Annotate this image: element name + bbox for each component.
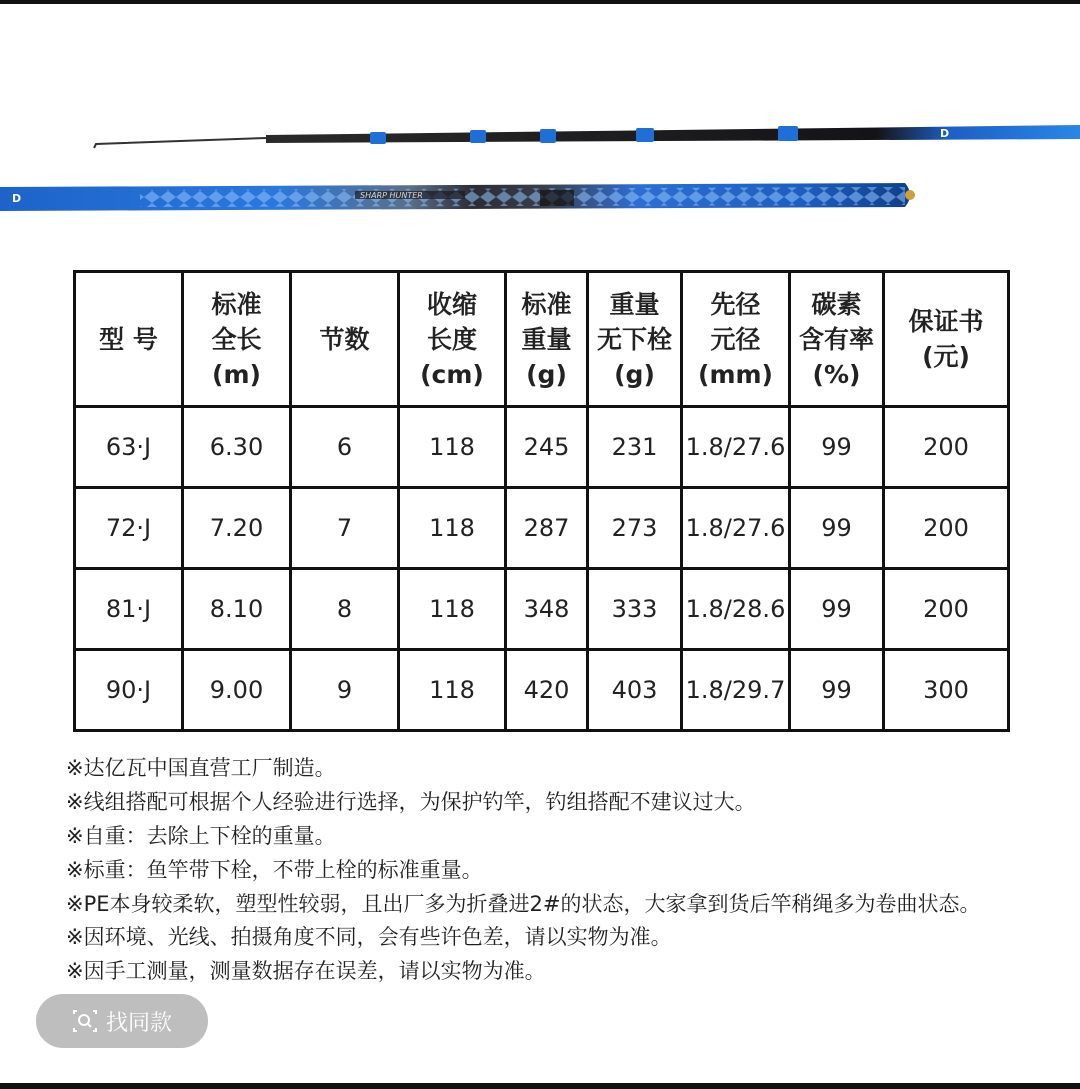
note-item: ※标重：鱼竿带下栓，不带上栓的标准重量。 bbox=[66, 858, 483, 882]
find-similar-button[interactable] bbox=[36, 994, 208, 1048]
cell-carbon: 99 bbox=[790, 407, 884, 488]
spec-table bbox=[73, 270, 1010, 732]
cell-length: 7.20 bbox=[183, 488, 291, 569]
cell-closed-length: 118 bbox=[399, 488, 506, 569]
cell-model: 81·J bbox=[75, 569, 183, 650]
header-carbon: 碳素 含有率 (%) bbox=[790, 272, 884, 407]
cell-sections: 8 bbox=[291, 569, 399, 650]
cell-closed-length: 118 bbox=[399, 650, 506, 731]
cell-warranty: 200 bbox=[884, 488, 1009, 569]
cell-diameter: 1.8/29.7 bbox=[682, 650, 790, 731]
cell-length: 9.00 bbox=[183, 650, 291, 731]
svg-text:SHARP HUNTER: SHARP HUNTER bbox=[360, 191, 423, 200]
bottom-border bbox=[0, 1083, 1080, 1089]
header-weight-no-plug: 重量 无下栓 (g) bbox=[588, 272, 682, 407]
fishing-rod-image bbox=[0, 95, 1080, 225]
header-warranty: 保证书 (元) bbox=[884, 272, 1009, 407]
svg-text:D: D bbox=[12, 192, 22, 205]
note-item: ※线组搭配可根据个人经验进行选择，为保护钓竿，钓组搭配不建议过大。 bbox=[66, 790, 756, 814]
table-row bbox=[75, 650, 1009, 731]
cell-closed-length: 118 bbox=[399, 407, 506, 488]
cell-closed-length: 118 bbox=[399, 569, 506, 650]
cell-carbon: 99 bbox=[790, 488, 884, 569]
find-similar-label: 找同款 bbox=[105, 1010, 172, 1036]
cell-weight: 348 bbox=[506, 569, 588, 650]
table-header-row bbox=[75, 272, 1009, 407]
cell-length: 8.10 bbox=[183, 569, 291, 650]
cell-weight: 420 bbox=[506, 650, 588, 731]
cell-sections: 9 bbox=[291, 650, 399, 731]
top-border bbox=[0, 0, 1080, 4]
table-row bbox=[75, 569, 1009, 650]
cell-model: 72·J bbox=[75, 488, 183, 569]
header-model: 型 号 bbox=[75, 272, 183, 407]
table-row bbox=[75, 407, 1009, 488]
cell-weight: 245 bbox=[506, 407, 588, 488]
cell-model: 90·J bbox=[75, 650, 183, 731]
cell-weight: 287 bbox=[506, 488, 588, 569]
header-closed-length: 收缩 长度 (cm) bbox=[399, 272, 506, 407]
note-item: ※达亿瓦中国直营工厂制造。 bbox=[66, 756, 336, 780]
note-item: ※因环境、光线、拍摄角度不同，会有些许色差，请以实物为准。 bbox=[66, 925, 672, 949]
note-item: ※因手工测量，测量数据存在误差，请以实物为准。 bbox=[66, 959, 546, 983]
header-length: 标准 全长 (m) bbox=[183, 272, 291, 407]
camera-search-icon bbox=[72, 1009, 98, 1033]
note-item: ※自重：去除上下栓的重量。 bbox=[66, 824, 336, 848]
cell-warranty: 200 bbox=[884, 569, 1009, 650]
table-row bbox=[75, 488, 1009, 569]
cell-diameter: 1.8/28.6 bbox=[682, 569, 790, 650]
cell-diameter: 1.8/27.6 bbox=[682, 407, 790, 488]
header-weight: 标准 重量 (g) bbox=[506, 272, 588, 407]
header-diameter: 先径 元径 (mm) bbox=[682, 272, 790, 407]
cell-warranty: 200 bbox=[884, 407, 1009, 488]
svg-text:D: D bbox=[940, 127, 950, 140]
cell-diameter: 1.8/27.6 bbox=[682, 488, 790, 569]
cell-sections: 6 bbox=[291, 407, 399, 488]
cell-weight-no-plug: 403 bbox=[588, 650, 682, 731]
cell-warranty: 300 bbox=[884, 650, 1009, 731]
cell-weight-no-plug: 273 bbox=[588, 488, 682, 569]
cell-weight-no-plug: 333 bbox=[588, 569, 682, 650]
cell-length: 6.30 bbox=[183, 407, 291, 488]
header-sections: 节数 bbox=[291, 272, 399, 407]
cell-model: 63·J bbox=[75, 407, 183, 488]
cell-carbon: 99 bbox=[790, 650, 884, 731]
cell-carbon: 99 bbox=[790, 569, 884, 650]
cell-weight-no-plug: 231 bbox=[588, 407, 682, 488]
note-item: ※PE本身较柔软，塑型性较弱，且出厂多为折叠进2#的状态，大家拿到货后竿稍绳多为卷曲状态。 bbox=[66, 892, 981, 916]
notes-section bbox=[66, 753, 1026, 990]
cell-sections: 7 bbox=[291, 488, 399, 569]
